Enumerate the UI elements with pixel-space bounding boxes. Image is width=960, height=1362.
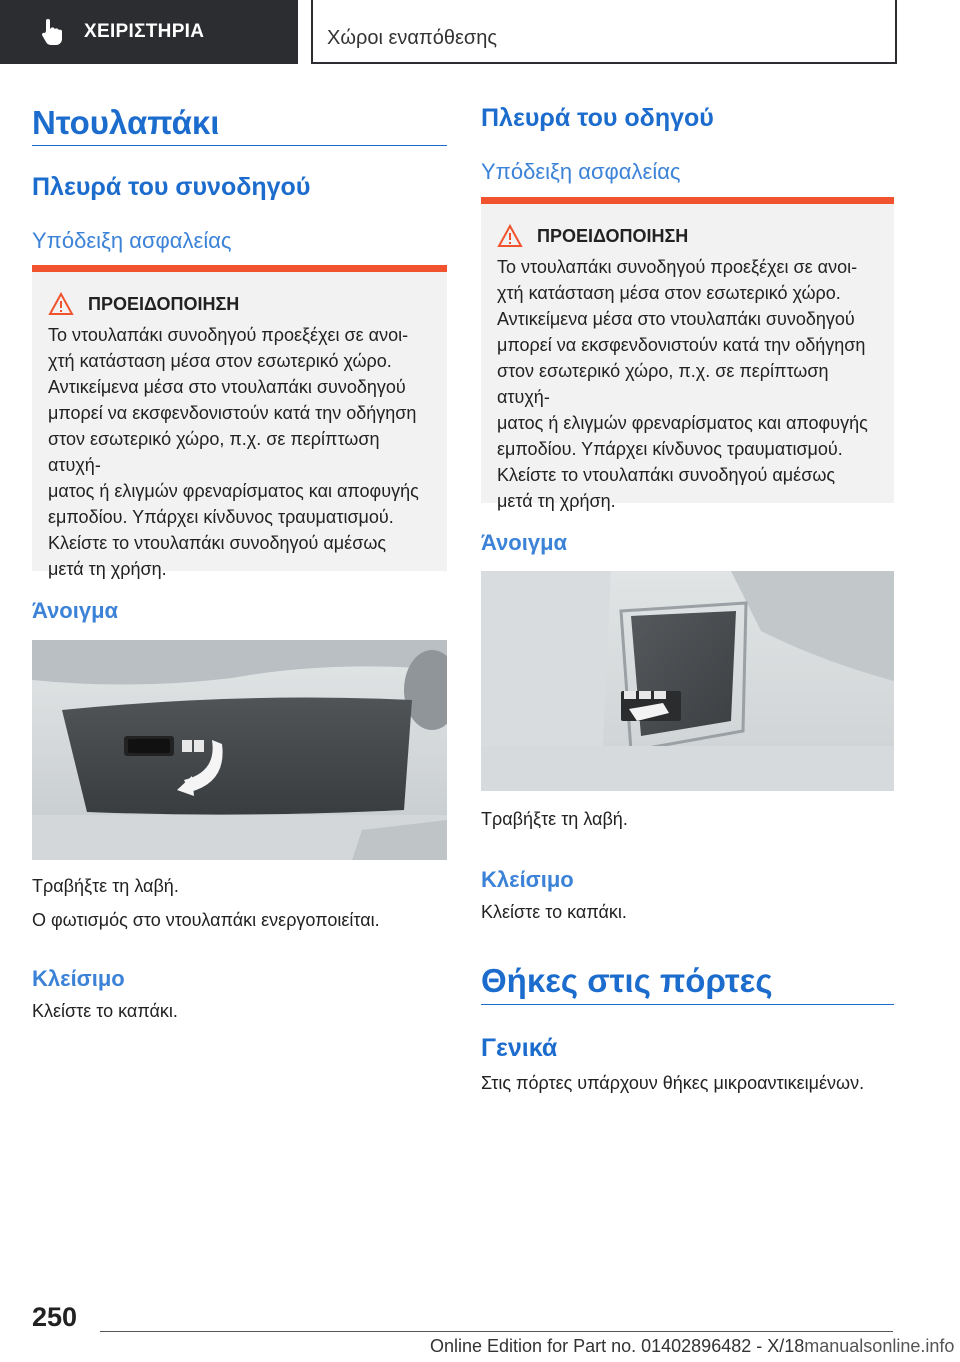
chapter-box	[311, 0, 897, 64]
door-title-rule	[481, 1004, 894, 1005]
warning-text-right: Το ντουλαπάκι συνοδηγού προεξέχει σε ανοι- χτή κατάσταση μέσα στον εσωτερικό χώρο. Αντικείμενα μέσα στο ντουλαπάκι συνοδηγού μπορεί να εκσφενδονιστούν κατά την οδήγηση στον εσωτερικό χώρο, π.χ. σε περίπτωση ατυχή- ματος ή ελιγμών φρεναρίσματος και αποφυγής εμποδίου. Υπάρχει κίνδυνος τραυματισμού. Κλείστε το ντουλαπάκι συνοδηγού αμέσως μετά τη χρήση.	[497, 257, 868, 511]
warning-bar-left	[32, 265, 447, 272]
warning-box-left	[32, 272, 447, 579]
closing-text-right: Κλείστε το καπάκι.	[481, 902, 627, 922]
warning-title-right: ΠΡΟΕΙΔΟΠΟΙΗΣΗ	[537, 225, 689, 246]
closing-heading-left: Κλείσιμο	[32, 966, 125, 991]
warning-triangle-icon	[497, 224, 523, 248]
page-number: 250	[32, 1302, 78, 1332]
driver-side-heading: Πλευρά του οδηγού	[481, 104, 714, 132]
safety-heading-right: Υπόδειξη ασφαλείας	[481, 159, 681, 184]
closing-text-left: Κλείστε το καπάκι.	[32, 1001, 178, 1021]
glovebox-passenger-photo	[32, 640, 447, 860]
warning-title-left: ΠΡΟΕΙΔΟΠΟΙΗΣΗ	[88, 293, 240, 314]
warning-bar-right	[481, 197, 894, 204]
footer-rule	[100, 1331, 893, 1332]
general-text: Στις πόρτες υπάρχουν θήκες μικροαντικειμένων.	[481, 1073, 865, 1093]
page-title: Ντουλαπάκι	[32, 104, 220, 141]
chapter-title: Χώροι εναπόθεσης	[327, 27, 497, 49]
section-tab	[0, 0, 298, 64]
title-rule	[32, 145, 447, 146]
warning-text-left: Το ντουλαπάκι συνοδηγού προεξέχει σε ανοι- χτή κατάσταση μέσα στον εσωτερικό χώρο. Αντικείμενα μέσα στο ντουλαπάκι συνοδηγού μπορεί να εκσφενδονιστούν κατά την οδήγηση στον εσωτερικό χώρο, π.χ. σε περίπτωση ατυχή- ματος ή ελιγμών φρεναρίσματος και αποφυγής εμποδίου. Υπάρχει κίνδυνος τραυματισμού. Κλείστε το ντουλαπάκι συνοδηγού αμέσως μετά τη χρήση.	[48, 325, 419, 579]
door-pockets-title: Θήκες στις πόρτες	[481, 962, 773, 999]
passenger-side-heading: Πλευρά του συνοδηγού	[32, 173, 311, 201]
warning-triangle-icon	[48, 292, 74, 316]
opening-heading-left: Άνοιγμα	[32, 598, 119, 623]
edition-text: Online Edition for Part no. 01402896482 - X/18	[430, 1336, 805, 1356]
opening-step1-left: Τραβήξτε τη λαβή.	[32, 876, 179, 896]
glovebox-driver-photo	[481, 571, 894, 791]
hand-pointer-icon	[36, 17, 66, 47]
section-label: ΧΕΙΡΙΣΤΗΡΙΑ	[84, 21, 205, 42]
watermark-text: manualsonline.info	[804, 1336, 955, 1356]
opening-step1-right: Τραβήξτε τη λαβή.	[481, 809, 628, 829]
closing-heading-right: Κλείσιμο	[481, 867, 574, 892]
footer-edition	[430, 1336, 954, 1357]
warning-box-right	[481, 204, 894, 511]
opening-step2-left: Ο φωτισμός στο ντουλαπάκι ενεργοποιείται.	[32, 910, 380, 930]
safety-heading-left: Υπόδειξη ασφαλείας	[32, 228, 232, 253]
opening-heading-right: Άνοιγμα	[481, 530, 568, 555]
general-heading: Γενικά	[481, 1034, 558, 1062]
